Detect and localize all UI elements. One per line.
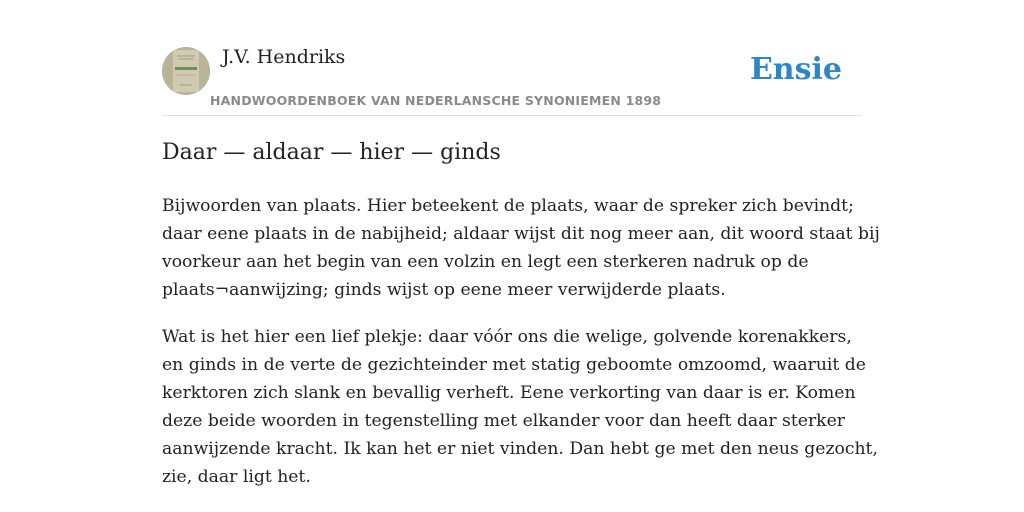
paragraph-line: en ginds in de verte de gezichteinder met statig geboomte omzoomd, waaruit de — [162, 355, 866, 375]
paragraph-line: Bijwoorden van plaats. Hier beteekent de plaats, waar de spreker zich bevindt; — [162, 196, 854, 216]
paragraph-line: kerktoren zich slank en bevallig verheft. Eene verkorting van daar is er. Komen — [162, 383, 856, 403]
entry-title: Daar — aldaar — hier — ginds — [162, 140, 501, 165]
source-title[interactable]: HANDWOORDENBOEK VAN NEDERLANSCHE SYNONIEMEN 1898 — [210, 93, 662, 108]
paragraph-1 — [162, 192, 880, 304]
book-cover-icon — [162, 47, 210, 95]
paragraph-line: Wat is het hier een lief plekje: daar vóór ons die welige, golvende korenakkers, — [162, 327, 852, 347]
book-cover-avatar[interactable] — [162, 47, 210, 95]
paragraph-line: zie, daar ligt het. — [162, 467, 311, 487]
paragraph-line: daar eene plaats in de nabijheid; aldaar wijst dit nog meer aan, dit woord staat bij — [162, 224, 880, 244]
paragraph-line: aanwijzende kracht. Ik kan het er niet vinden. Dan hebt ge met den neus gezocht, — [162, 439, 878, 459]
paragraph-line: plaats¬aanwijzing; ginds wijst op eene meer verwijderde plaats. — [162, 280, 726, 300]
paragraph-line: deze beide woorden in tegenstelling met elkander voor dan heeft daar sterker — [162, 411, 845, 431]
entry-header — [162, 0, 862, 116]
ensie-logo[interactable]: Ensie — [749, 52, 842, 87]
paragraph-line: voorkeur aan het begin van een volzin en legt een sterkeren nadruk op de — [162, 252, 809, 272]
entry-page — [162, 0, 880, 512]
author-name[interactable]: J.V. Hendriks — [222, 46, 346, 68]
paragraph-2 — [162, 323, 878, 491]
